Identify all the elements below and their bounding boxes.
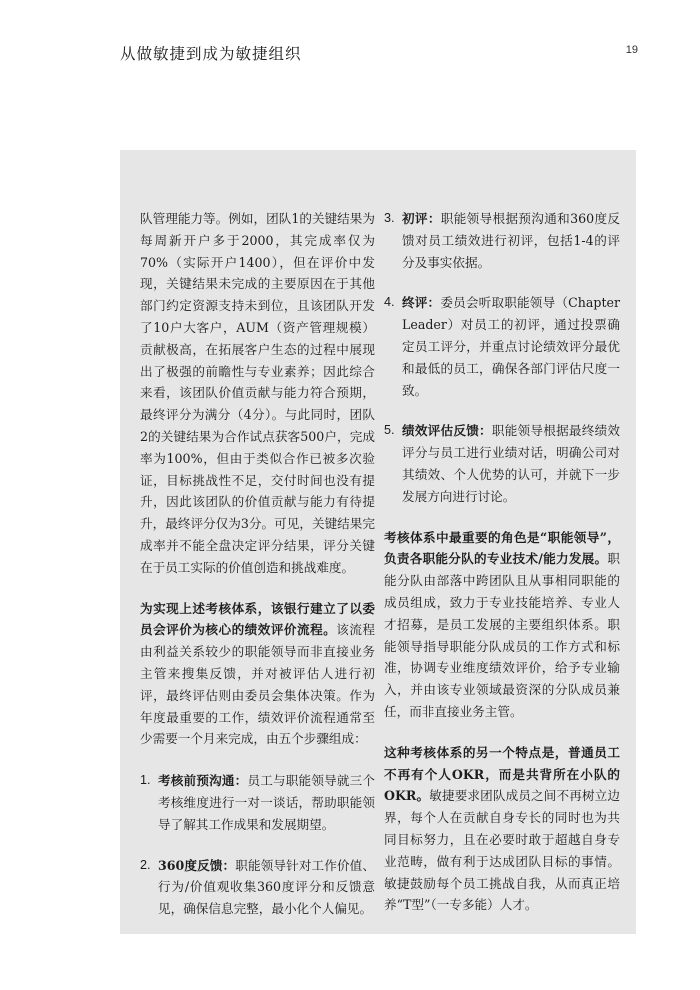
paragraph-body: 敏捷要求团队成员之间不再树立边界，每个人在贡献自身专长的同时也为共同目标努力，且在必要时敢于超越自身专业范畴，做有利于达成团队目标的事情。敏捷鼓励每个员工挑战自我，从而真正培养“T型”（一专多能）人才。 bbox=[384, 788, 621, 913]
list-number: 5. bbox=[384, 423, 395, 438]
step-title: 初评： bbox=[402, 211, 441, 226]
step-text: 委员会听取职能领导（Chapter Leader）对员工的初评，通过投票确定员工评分，并重点讨论绩效评分最优和最低的员工，确保各部门评估尺度一致。 bbox=[402, 295, 620, 398]
paragraph-team-example: 队管理能力等。例如，团队1的关键结果为每周新开户多于2000，其完成率仅为70%（实际开户1400），但在评价中发现，关键结果未完成的主要原因在于其他部门约定资源支持未到位，且该团队开发了10户大客户，AUM（资产管理规模）贡献极高，在拓展客户生态的过程中展现出了极强的前瞻性与专业素养；因此综合来看，该团队价值贡献与能力符合预期，最终评分为满分（4分）。与此同时，团队2的关键结果为合作试点获客500户，完成率为100%，但由于类似合作已被多次验证，目标挑战性不足，交付时间也没有提升，因此该团队的价值贡献与能力有待提升，最终评分仅为3分。可见，关键结果完成率并不能全盘决定评分结果，评分关键在于员工实际的价值创造和挑战难度。 bbox=[140, 211, 375, 575]
paragraph-lead-bold: 这种考核体系的另一个特点是，普通员工不再有个人OKR，而是共背所在小队的OKR。 bbox=[384, 744, 620, 804]
page-number: 19 bbox=[625, 44, 638, 56]
list-item bbox=[140, 855, 375, 920]
paragraph-okr bbox=[384, 742, 620, 916]
left-column bbox=[140, 208, 375, 920]
paragraph-body: 该流程由利益关系较少的职能领导而非直接业务主管来搜集反馈，并对被评估人进行初评，最终评估则由委员会集体决策。作为年度最重要的工作，绩效评价流程通常至少需要一个月来完成，由五个步骤组成： bbox=[140, 622, 376, 747]
paragraph-lead-bold: 为实现上述考核体系，该银行建立了以委员会评价为核心的绩效评价流程。 bbox=[140, 600, 375, 638]
paragraph-lead-bold: 考核体系中最重要的角色是“职能领导”，负责各职能分队的专业技术/能力发展。 bbox=[384, 529, 620, 567]
paragraph-evaluation-process bbox=[140, 598, 375, 751]
list-number: 2. bbox=[140, 857, 151, 872]
step-title: 考核前预沟通： bbox=[158, 773, 248, 789]
step-title: 绩效评估反馈： bbox=[402, 423, 492, 439]
running-header-title: 从做敏捷到成为敏捷组织 bbox=[120, 45, 302, 63]
list-item bbox=[140, 770, 375, 835]
sidebar-panel bbox=[120, 150, 636, 934]
steps-list bbox=[140, 770, 375, 920]
list-item bbox=[384, 208, 620, 273]
step-text: 职能领导根据最终绩效评分与员工进行业绩对话，明确公司对其绩效、个人优势的认可，并就下一步发展方向进行讨论。 bbox=[402, 423, 621, 504]
step-title: 终评： bbox=[402, 295, 441, 311]
step-text: 员工与职能领导就三个考核维度进行一对一谈话，帮助职能领导了解其工作成果和发展期望。 bbox=[158, 773, 376, 832]
list-number: 1. bbox=[140, 773, 151, 788]
list-item bbox=[384, 292, 620, 401]
paragraph-functional-leader bbox=[384, 527, 620, 723]
steps-list bbox=[384, 208, 620, 508]
step-text: 职能领导针对工作价值、行为/价值观收集360度评分和反馈意见，确保信息完整，最小化个人偏见。 bbox=[158, 857, 375, 917]
right-column bbox=[384, 208, 620, 916]
step-title: 360度反馈： bbox=[158, 857, 236, 873]
step-text: 职能领导根据预沟通和360度反馈对员工绩效进行初评，包括1-4的评分及事实依据。 bbox=[402, 211, 620, 270]
list-number: 3. bbox=[384, 211, 395, 225]
list-number: 4. bbox=[384, 295, 395, 310]
list-item bbox=[384, 420, 620, 507]
paragraph-body: 职能分队由部落中跨团队且从事相同职能的成员组成，致力于专业技能培养、专业人才招募，是员工发展的主要组织体系。职能领导指导职能分队成员的工作方式和标准，协调专业维度绩效评价，给予专业输入，并由该专业领域最资深的分队成员兼任，而非直接业务主管。 bbox=[384, 551, 620, 719]
